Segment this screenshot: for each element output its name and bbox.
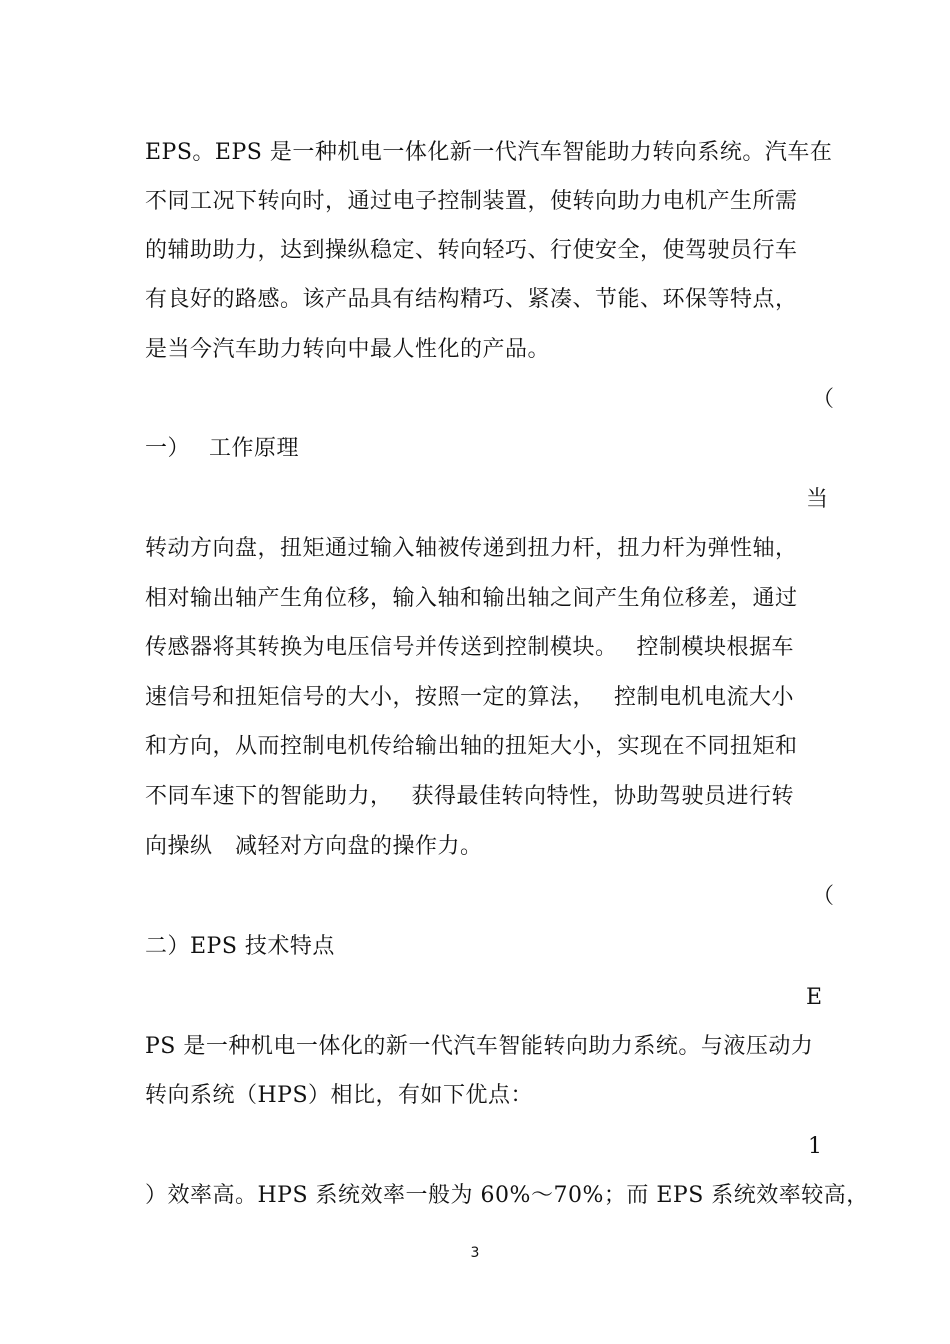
paragraph-4-line-1: ）效率高。HPS 系统效率一般为 60%～70%；而 EPS 系统效率较高， bbox=[145, 1183, 869, 1208]
paragraph-3-line-2: 转向系统（HPS）相比，有如下优点： bbox=[145, 1083, 534, 1108]
paragraph-2-line-2: 相对输出轴产生角位移，输入轴和输出轴之间产生角位移差，通过 bbox=[145, 586, 798, 611]
section-heading-2: 二）EPS 技术特点 bbox=[145, 934, 335, 959]
paragraph-2-line-1: 转动方向盘，扭矩通过输入轴被传递到扭力杆，扭力杆为弹性轴， bbox=[145, 536, 798, 561]
paragraph-3-line-1: PS 是一种机电一体化的新一代汽车智能转向助力系统。与液压动力 bbox=[145, 1034, 814, 1059]
paragraph-1-line-1: EPS。EPS 是一种机电一体化新一代汽车智能助力转向系统。汽车在 bbox=[145, 140, 833, 165]
paragraph-2-line-3: 传感器将其转换为电压信号并传送到控制模块。 控制模块根据车 bbox=[145, 635, 794, 660]
paragraph-1-line-3: 的辅助助力，达到操纵稳定、转向轻巧、行使安全，使驾驶员行车 bbox=[145, 238, 798, 263]
paragraph-2-line-5: 和方向，从而控制电机传给输出轴的扭矩大小，实现在不同扭矩和 bbox=[145, 734, 798, 759]
paragraph-3-lead-char: E bbox=[806, 985, 823, 1010]
paragraph-2-line-4: 速信号和扭矩信号的大小，按照一定的算法， 控制电机电流大小 bbox=[145, 685, 794, 710]
paragraph-2-lead-char: 当 bbox=[806, 487, 829, 512]
section-heading-1: 一） 工作原理 bbox=[145, 436, 299, 461]
item-number-1: 1 bbox=[808, 1134, 822, 1159]
paragraph-2-line-7: 向操纵 减轻对方向盘的操作力。 bbox=[145, 834, 483, 859]
paragraph-1-line-2: 不同工况下转向时，通过电子控制装置，使转向助力电机产生所需 bbox=[145, 189, 798, 214]
paragraph-1-line-5: 是当今汽车助力转向中最人性化的产品。 bbox=[145, 337, 551, 362]
page-number: 3 bbox=[470, 1245, 480, 1261]
paragraph-1-line-4: 有良好的路感。该产品具有结构精巧、紧凑、节能、环保等特点， bbox=[145, 287, 798, 312]
paragraph-2-line-6: 不同车速下的智能助力， 获得最佳转向特性，协助驾驶员进行转 bbox=[145, 784, 794, 809]
section-marker-2: （ bbox=[812, 884, 835, 909]
section-marker-1: （ bbox=[812, 387, 835, 412]
